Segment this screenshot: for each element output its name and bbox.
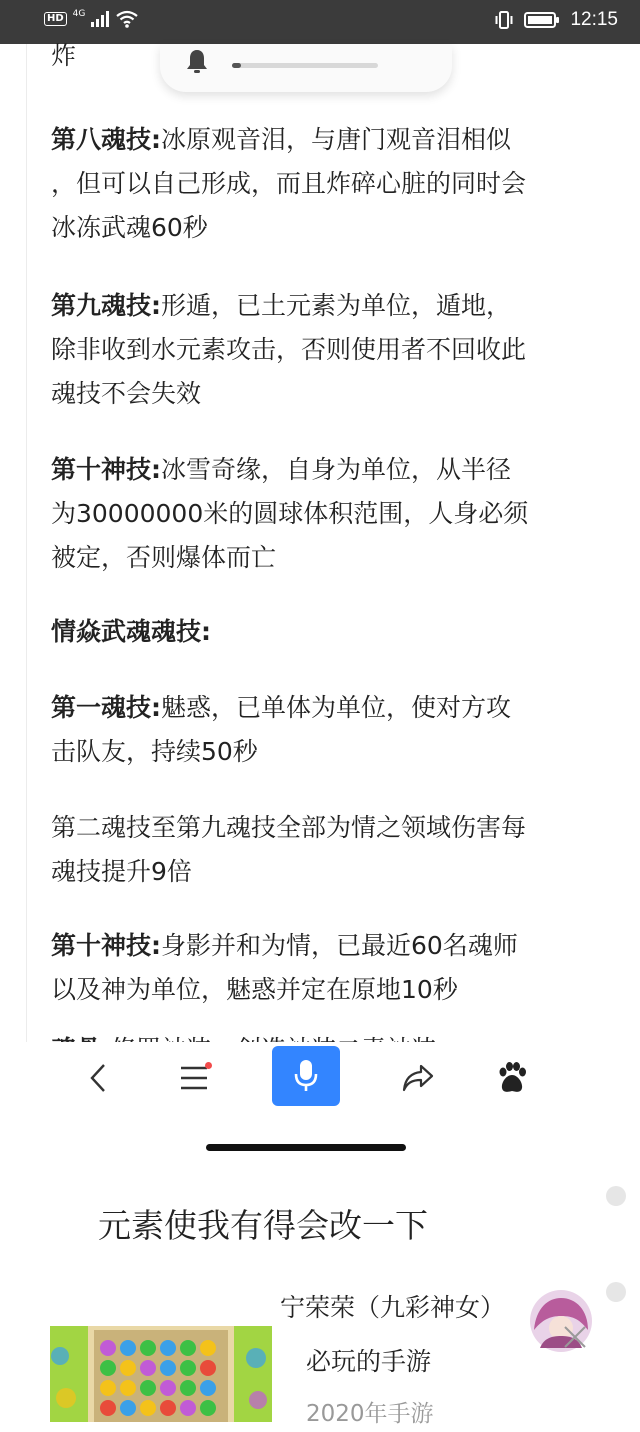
bottom-toolbar	[26, 1042, 586, 1114]
voice-search-button[interactable]	[272, 1046, 340, 1106]
menu-button[interactable]	[164, 1050, 224, 1106]
skill-title: 第一魂技:	[51, 693, 161, 722]
article-line	[51, 686, 511, 730]
ad-subtitle: 2020年手游	[306, 1401, 434, 1427]
skill-text: 魅惑，已单体为单位，使对方攻	[161, 693, 512, 722]
article-line	[51, 968, 458, 1012]
ad-image[interactable]	[50, 1326, 272, 1422]
user-name[interactable]: 宁荣荣（九彩神女）	[280, 1293, 506, 1322]
skill-text: 魂技不会失效	[51, 379, 202, 408]
skill-text: 冰原观音泪，与唐门观音泪相似	[161, 125, 512, 154]
skill-text: 除非收到水元素攻击，否则使用者不回收此	[51, 335, 527, 364]
status-bar	[0, 0, 640, 44]
article-line	[51, 536, 276, 580]
bell-icon[interactable]	[184, 48, 210, 76]
article-content[interactable]	[26, 41, 586, 1042]
baidu-button[interactable]	[482, 1050, 542, 1106]
side-dot	[606, 1186, 626, 1206]
skill-text: 形遁，已土元素为单位，遁地，	[161, 291, 512, 320]
skill-text: 以及神为单位，魅惑并定在原地10秒	[51, 975, 458, 1004]
skill-text: 冰雪奇缘，自身为单位，从半径	[161, 455, 512, 484]
audio-player[interactable]	[160, 44, 452, 92]
hd-badge: HD	[44, 12, 67, 26]
network-type: 4G	[72, 9, 86, 19]
article-line	[51, 372, 201, 416]
notification-dot	[205, 1062, 212, 1069]
skill-text: 魂技提升9倍	[51, 857, 192, 886]
back-button[interactable]	[68, 1050, 128, 1106]
skill-title: 第十神技:	[51, 455, 161, 484]
signal-icon	[91, 11, 109, 27]
clock: 12:15	[570, 9, 618, 30]
audio-progress-track[interactable]	[232, 63, 378, 68]
skill-title: 第九魂技:	[51, 291, 161, 320]
skill-text: 第二魂技至第九魂技全部为情之领域伤害每	[51, 813, 527, 842]
home-indicator[interactable]	[206, 1144, 406, 1151]
article-line	[51, 850, 192, 894]
close-button[interactable]	[560, 1322, 590, 1352]
wifi-icon	[115, 10, 139, 28]
microphone-icon	[292, 1058, 320, 1094]
skill-text: 身影并和为情，已最近60名魂师	[161, 931, 518, 960]
article-line	[51, 206, 208, 250]
article-line	[51, 492, 528, 536]
article-top-fragment: 炸	[51, 41, 77, 70]
skill-text: ，但可以自己形成，而且炸碎心脏的同时会	[51, 169, 527, 198]
skill-text: 为30000000米的圆球体积范围，人身必须	[51, 499, 529, 528]
article-line	[51, 806, 526, 850]
comment-text: 元素使我有得会改一下	[98, 1206, 428, 1245]
status-right	[494, 9, 618, 31]
article-line	[51, 284, 511, 328]
section-heading	[51, 610, 211, 654]
skill-title: 第八魂技:	[51, 125, 161, 154]
share-button[interactable]	[388, 1050, 448, 1106]
article-line	[51, 328, 526, 372]
article-line	[51, 448, 511, 492]
battery-icon	[524, 11, 560, 29]
chevron-left-icon	[87, 1062, 109, 1094]
status-left	[44, 10, 139, 28]
article-line	[51, 162, 526, 206]
skill-title: 第十神技:	[51, 931, 161, 960]
audio-progress-fill	[232, 63, 241, 68]
section-title: 情焱武魂魂技:	[51, 617, 211, 646]
article-line	[51, 730, 258, 774]
ad-title[interactable]: 必玩的手游	[306, 1347, 432, 1376]
close-icon	[560, 1322, 590, 1352]
side-dot	[606, 1282, 626, 1302]
vibrate-icon	[494, 10, 514, 30]
skill-text: 被定，否则爆体而亡	[51, 543, 277, 572]
paw-icon	[495, 1061, 529, 1095]
menu-icon	[179, 1065, 209, 1091]
skill-text: 击队友，持续50秒	[51, 737, 258, 766]
article-line	[51, 118, 511, 162]
skill-text: 冰冻武魂60秒	[51, 213, 208, 242]
article-line	[51, 924, 518, 968]
share-icon	[401, 1063, 435, 1093]
